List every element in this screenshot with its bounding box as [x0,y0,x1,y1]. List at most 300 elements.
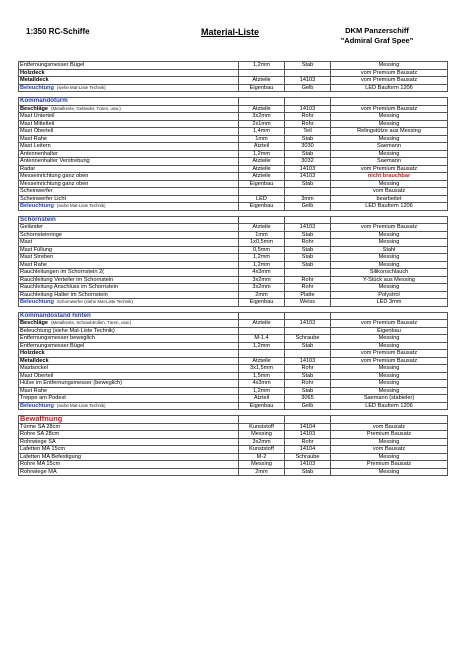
item-dimension [239,231,285,239]
item-dimension [239,365,285,373]
item-name-text: Rauchleitung Anschluss im Schornstein [20,284,118,290]
item-dimension-text: 1,2mm [252,62,271,68]
item-type-text: Gelb [301,203,314,209]
item-name [19,335,239,343]
table-row [19,120,448,128]
item-name [19,276,239,284]
item-source-text: vom Premium Bausatz [360,357,418,364]
item-source-text: Eigenbau [377,327,401,334]
ship-name-line2: "Admiral Graf Spee" [340,36,414,45]
item-dimension-text: 1x0,5mm [249,239,273,245]
item-name-text: Rohre SA 28cm [20,431,60,437]
item-dimension-text: Kunststoff [249,423,274,430]
ship-name [322,26,432,46]
item-source-text: vom Premium Bausatz [360,69,418,76]
item-dimension [239,453,285,461]
item-note: (siehe Mat-Liste Technik) [56,203,106,208]
item-name [19,402,239,410]
item-name-text: Rohrwiege MA [20,468,57,475]
empty-cell [285,216,331,224]
item-source-text: Messing [378,372,400,379]
item-name [19,380,239,388]
item-name-text: Mast Rahe [20,261,48,268]
item-type [285,62,331,70]
table-row [19,231,448,239]
item-type [285,372,331,380]
empty-cell [331,98,448,106]
item-source [331,365,448,373]
item-name-text: Beleuchtung [20,203,54,209]
item-dimension-text: 2x1mm [252,120,271,127]
item-type-text: 14103 [299,431,316,437]
item-source [331,261,448,269]
item-source [331,269,448,277]
item-source [331,143,448,151]
item-type [285,150,331,158]
item-name [19,84,239,92]
item-name-text: Beleuchtung [20,402,54,409]
item-type-text: Gelb [301,402,314,409]
table-row [19,431,448,439]
item-name [19,113,239,121]
item-name [19,239,239,247]
item-name-text: Mast Rahe [20,135,48,142]
item-dimension [239,269,285,277]
empty-cell [239,312,285,320]
empty-cell [239,416,285,424]
item-type [285,299,331,307]
item-name [19,446,239,454]
item-name [19,143,239,151]
item-source-text: Messing [378,120,400,127]
item-dimension-text: 2mm [255,468,268,475]
empty-cell [331,416,448,424]
item-source-text: Premium Bausatz [366,461,412,467]
item-dimension [239,350,285,358]
item-source [331,120,448,128]
item-name-text: Schornsteinringe [20,231,62,238]
item-name [19,150,239,158]
item-dimension [239,84,285,92]
item-dimension-text: 1,2mm [252,150,271,157]
item-name-text: Mastsockel [20,365,48,371]
empty-cell [285,416,331,424]
item-name [19,284,239,292]
item-type-text: Teil [303,128,312,134]
item-name-text: Scheinwerfer Licht [20,195,67,202]
item-dimension [239,387,285,395]
item-dimension-text: Ätzteil [253,395,270,401]
item-dimension [239,246,285,254]
item-type-text: 14103 [299,165,316,172]
item-note: (siehe Mat-Liste Technik) [56,402,106,408]
item-source-text: Messing [378,62,400,68]
item-source [331,84,448,92]
item-type [285,269,331,277]
item-dimension [239,128,285,136]
item-source [331,320,448,328]
item-type-text: 14103 [299,105,316,112]
item-type-text: Stab [301,150,314,157]
item-source [331,239,448,247]
table-row [19,239,448,247]
item-source [331,77,448,85]
item-source-text: Messing [378,342,400,349]
item-dimension [239,335,285,343]
item-source-text: Silikonschlauch [369,269,409,275]
item-source [331,203,448,211]
table-row [19,158,448,166]
item-dimension [239,261,285,269]
item-type [285,342,331,350]
item-type [285,453,331,461]
item-type-text: Stab [301,62,314,68]
item-dimension [239,446,285,454]
item-dimension [239,158,285,166]
item-name-text: Scheinwerfer [20,188,53,194]
item-type [285,180,331,188]
table-row [19,357,448,365]
item-source [331,231,448,239]
item-type [285,158,331,166]
item-source-text: Messing [378,150,400,157]
item-type-text: Rohr [301,113,314,119]
item-note: (siehe Mat-Liste Technik) [56,84,106,90]
item-dimension-text: Messing [251,461,272,467]
item-type [285,105,331,113]
item-dimension-text: Eigenbau [249,180,274,187]
table-row [19,113,448,121]
item-source [331,453,448,461]
item-dimension-text: Ätzteile [252,357,271,364]
item-name [19,423,239,431]
item-note: Schornwerfer (siehe Mat-Liste Technik) [56,299,133,304]
item-name-text: Beschläge [20,105,48,112]
item-source-text: Messing [378,453,400,460]
item-dimension-text: 1,2mm [252,342,271,349]
item-source-text: Saemann [377,143,401,149]
empty-cell [239,216,285,224]
item-source [331,372,448,380]
item-name [19,203,239,211]
item-type-text: Rohr [301,365,314,371]
item-source [331,335,448,343]
item-dimension-text: LED [256,195,267,202]
item-source-text: Messing [378,135,400,142]
item-dimension-text: 1,2mm [252,261,271,268]
item-dimension-text: 3x2mm [252,284,271,290]
section-title-text: Bewaffnung [20,415,63,423]
item-name [19,165,239,173]
item-type-text: 14103 [299,357,316,364]
item-dimension [239,276,285,284]
item-name [19,69,239,77]
item-type-text: Rohr [301,276,314,283]
item-dimension [239,150,285,158]
item-source [331,431,448,439]
item-dimension [239,254,285,262]
item-source [331,150,448,158]
table-row [19,335,448,343]
material-table [18,61,448,476]
item-dimension-text: Eigenbau [249,203,274,209]
item-dimension-text: 1,5mm [252,372,271,379]
item-type [285,468,331,476]
table-row [19,203,448,211]
item-type-text: Schraube [295,453,320,460]
item-source-text: LED Bauform 1206 [365,203,413,209]
item-source [331,254,448,262]
item-name-text: Türme SA 28cm [20,423,61,430]
item-source [331,327,448,335]
table-row [19,342,448,350]
item-dimension [239,224,285,232]
item-name-text: Mast Streben [20,254,54,260]
item-type [285,380,331,388]
item-source-text: Messing [378,284,400,290]
item-type-text: Schraube [295,335,320,341]
item-dimension [239,105,285,113]
item-name-text: Mast Unterteil [20,113,55,119]
item-type-text: Stab [301,372,314,379]
item-source [331,299,448,307]
item-name-text: Beleuchtung (siehe Mat-Liste Technik) [20,327,115,334]
item-name [19,128,239,136]
item-name [19,261,239,269]
item-source-text: vom Premium Bausatz [360,350,418,356]
item-name-text: Antennenhalter Verstrebung [20,158,90,164]
item-source [331,438,448,446]
section-header [19,312,448,320]
item-name [19,372,239,380]
item-source-text: Stahl [382,246,396,253]
item-type-text: 3065 [301,395,314,401]
item-dimension [239,299,285,307]
empty-cell [331,312,448,320]
item-type-text: 14103 [299,320,316,326]
item-type [285,188,331,196]
item-type [285,135,331,143]
section-title [19,416,239,424]
item-dimension [239,135,285,143]
item-type-text: 3030 [301,143,314,149]
item-name [19,188,239,196]
item-name-text: Mast Oberteil [20,372,54,379]
item-name-text: Entfernungsmesser Bügel [20,62,85,68]
table-row [19,165,448,173]
item-type [285,357,331,365]
item-name-text: Holzdeck [20,69,45,76]
item-source-text: nicht brauchbar [367,173,411,179]
item-source [331,224,448,232]
empty-cell [239,98,285,106]
item-name [19,453,239,461]
item-name [19,254,239,262]
item-type [285,423,331,431]
item-source [331,158,448,166]
table-row [19,84,448,92]
section-title [19,98,239,106]
item-dimension-text: Ätzteile [252,224,271,230]
item-name [19,195,239,203]
item-source-text: LED 3mm [376,299,402,305]
item-name-text: Rohrwiege SA [20,438,56,445]
item-name [19,291,239,299]
item-type [285,173,331,181]
table-row [19,291,448,299]
section-header [19,98,448,106]
table-row [19,446,448,454]
item-type [285,254,331,262]
item-dimension-text: M-1.4 [254,335,269,341]
table-row [19,380,448,388]
item-source-text: vom Bausatz [372,446,406,452]
table-row [19,135,448,143]
item-source-text: Messing [378,180,400,187]
item-dimension-text: Messing [251,431,272,437]
table-row [19,261,448,269]
item-type-text: 14104 [299,446,316,452]
item-name [19,269,239,277]
item-name [19,350,239,358]
table-row [19,69,448,77]
item-source-text: bearbeitet [376,195,402,202]
section-title [19,312,239,320]
item-type-text: Stab [301,180,314,187]
item-source-text: vom Premium Bausatz [360,105,418,112]
item-dimension [239,423,285,431]
item-type [285,261,331,269]
item-name [19,431,239,439]
item-dimension-text: Kunststoff [249,446,274,452]
item-dimension [239,320,285,328]
item-dimension [239,165,285,173]
item-type-text: Stab [301,246,314,253]
item-name [19,135,239,143]
item-source [331,284,448,292]
item-name [19,461,239,469]
table-row [19,320,448,328]
item-name-text: Holzdeck [20,350,45,356]
item-name [19,231,239,239]
item-dimension-text: Ätzteile [252,320,271,326]
item-source [331,135,448,143]
item-source-text: vom Premium Bausatz [360,224,418,230]
item-source-text: Y-Stück aus Messing [362,276,416,283]
item-type [285,350,331,358]
item-source [331,350,448,358]
item-type-text: Rohr [301,284,314,290]
item-name-text: Geländer [20,224,44,230]
item-type-text: Rohr [301,120,314,127]
item-name [19,180,239,188]
section-title [19,216,239,224]
table-row [19,246,448,254]
item-dimension [239,195,285,203]
table-row [19,276,448,284]
item-dimension [239,180,285,188]
item-dimension [239,431,285,439]
item-dimension-text: Ätzteile [252,158,271,164]
item-source [331,173,448,181]
item-name [19,438,239,446]
item-type-text: 3032 [301,158,314,164]
table-row [19,453,448,461]
item-name [19,62,239,70]
item-type [285,203,331,211]
item-name [19,105,239,113]
item-name-text: Antennenhalter [20,150,58,157]
item-name-text: Radar [20,165,36,172]
item-dimension [239,468,285,476]
item-dimension [239,113,285,121]
item-name-text: Rauchleitungen im Schornstein 2( [20,269,104,275]
table-row [19,299,448,307]
item-type-text: Platte [300,291,315,298]
item-type [285,69,331,77]
item-type-text: 14103 [299,77,316,83]
item-source [331,342,448,350]
item-type [285,431,331,439]
item-dimension [239,69,285,77]
item-name [19,395,239,403]
item-name-text: Messeinrichtung ganz oben [20,173,89,179]
item-name-text: Mast Oberteil [20,128,54,134]
item-dimension-text: Eigenbau [249,402,274,409]
item-source-text: Messing [378,468,400,475]
item-dimension-text: 2mm [255,291,268,298]
item-name [19,224,239,232]
item-name [19,387,239,395]
item-dimension [239,77,285,85]
item-type [285,246,331,254]
item-source-text: Saemann [377,158,401,164]
table-row [19,438,448,446]
item-name [19,357,239,365]
item-source [331,195,448,203]
item-dimension-text: 1mm [255,231,268,238]
table-row [19,327,448,335]
item-source-text: vom Premium Bausatz [360,165,418,172]
item-source [331,461,448,469]
item-dimension [239,461,285,469]
item-source [331,246,448,254]
empty-cell [285,312,331,320]
item-name [19,327,239,335]
item-dimension [239,342,285,350]
item-source-text: vom Premium Bausatz [360,77,418,83]
item-dimension-text: 1,2mm [252,387,271,394]
item-name [19,158,239,166]
empty-cell [331,216,448,224]
scale-label: 1:350 RC-Schiffe [26,27,90,36]
table-row [19,150,448,158]
ship-name-line1: DKM Panzerschiff [345,26,409,35]
item-dimension-text: Ätzteile [252,105,271,112]
table-row [19,254,448,262]
item-type-text: Rohr [301,239,314,245]
item-dimension-text: Ätzteil [253,143,270,149]
table-row [19,180,448,188]
table-row [19,365,448,373]
item-type-text: Stab [301,261,314,268]
item-source [331,357,448,365]
item-name [19,246,239,254]
item-dimension [239,203,285,211]
item-type [285,320,331,328]
item-type [285,128,331,136]
item-dimension-text: 4x3mm [252,269,271,275]
